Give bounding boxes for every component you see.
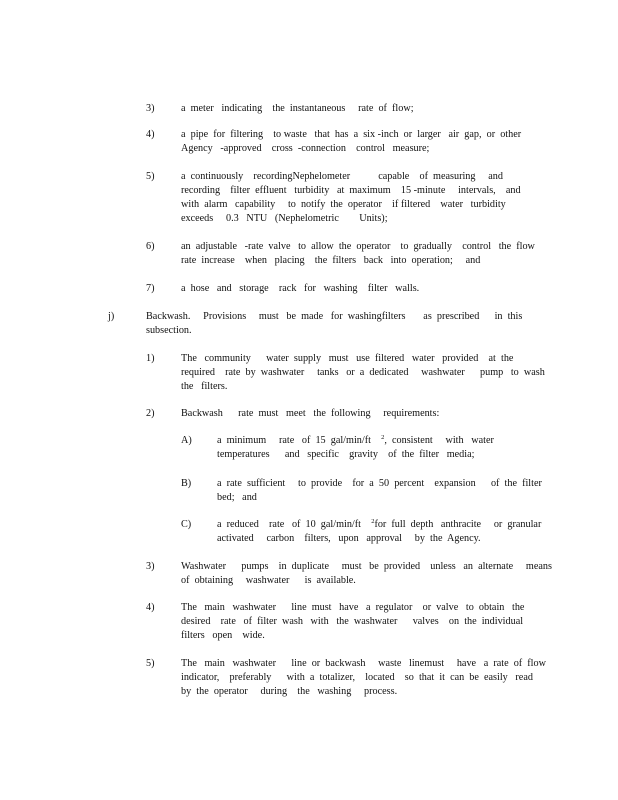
text-line: The community water supply must use filtered water provided at the — [181, 353, 514, 364]
text-line: rate increase when placing the filters back into operation; and — [181, 255, 481, 266]
item-text — [217, 518, 542, 546]
text-line: filters open wide. — [181, 630, 265, 641]
item-text — [217, 434, 539, 462]
item-number: 7) — [146, 283, 155, 294]
text-line: Washwater pumps in duplicate must be provided unless an alternate means — [181, 561, 552, 572]
text-line: the filters. — [181, 381, 228, 392]
text-line: indicator, preferably with a totalizer, located so that it can be easily read — [181, 672, 533, 683]
text-line: Agency -approved cross -connection control measure; — [181, 143, 430, 154]
item-number: 1) — [146, 353, 155, 364]
text-line: required rate by washwater tanks or a dedicated washwater pump to wash — [181, 367, 545, 378]
item-number: j) — [108, 311, 115, 322]
item-number: 3) — [146, 561, 155, 572]
item-number: 4) — [146, 602, 155, 613]
superscript: 2 — [381, 434, 385, 441]
text-segment: a minimum rate of 15 gal/min/ft — [217, 435, 382, 446]
text-segment: , consistent with water — [384, 435, 494, 446]
item-number: 4) — [146, 129, 155, 140]
text-line — [217, 434, 539, 448]
item-text — [181, 352, 545, 394]
text-line: a hose and storage rack for washing filter walls. — [181, 283, 420, 294]
item-number: A) — [181, 435, 192, 446]
text-segment: for full depth anthracite or granular — [374, 519, 542, 530]
text-line: a rate sufficient to provide for a 50 percent expansion of the filter — [217, 478, 542, 489]
item-text — [181, 657, 546, 699]
item-number: 6) — [146, 241, 155, 252]
item-text — [181, 282, 539, 296]
text-line: with alarm capability to notify the operator if filtered water turbidity — [181, 199, 506, 210]
item-number: 5) — [146, 658, 155, 669]
text-line: subsection. — [146, 325, 192, 336]
item-text — [181, 170, 539, 226]
text-line: a pipe for filtering to waste that has a six -inch or larger air gap, or other — [181, 129, 522, 140]
text-line: an adjustable -rate valve to allow the operator to gradually control the flow — [181, 241, 535, 252]
text-line: Backwash rate must meet the following requirements: — [181, 408, 440, 419]
text-line: bed; and — [217, 492, 257, 503]
text-line: Backwash. Provisions must be made for washingfilters as prescribed in this — [146, 311, 523, 322]
item-number: 5) — [146, 171, 155, 182]
text-line: exceeds 0.3 NTU (Nephelometric Units); — [181, 213, 388, 224]
item-text — [181, 102, 539, 116]
item-text — [181, 601, 539, 643]
text-line: recording filter effluent turbidity at maximum 15 -minute intervals, and — [181, 185, 521, 196]
item-number: B) — [181, 478, 192, 489]
text-line: activated carbon filters, upon approval by the Agency. — [217, 533, 481, 544]
superscript: 2 — [371, 518, 375, 525]
text-line: a continuously recordingNephelometer capable of measuring and — [181, 171, 503, 182]
text-line: temperatures and specific gravity of the filter media; — [217, 449, 475, 460]
text-segment: a reduced rate of 10 gal/min/ft — [217, 519, 372, 530]
item-number: 2) — [146, 408, 155, 419]
text-line: desired rate of filter wash with the washwater valves on the individual — [181, 616, 524, 627]
text-line: by the operator during the washing process. — [181, 686, 398, 697]
text-line: The main washwater line or backwash waste linemust have a rate of flow — [181, 658, 546, 669]
text-line — [217, 518, 542, 532]
item-number: 3) — [146, 103, 155, 114]
item-text — [181, 560, 552, 588]
item-text — [217, 477, 542, 505]
item-text — [181, 128, 539, 156]
item-text — [181, 240, 539, 268]
item-text — [181, 407, 539, 421]
text-line: of obtaining washwater is available. — [181, 575, 356, 586]
text-line: a meter indicating the instantaneous rate of flow; — [181, 103, 414, 114]
item-number: C) — [181, 519, 192, 530]
item-text — [146, 310, 539, 338]
text-line: The main washwater line must have a regulator or valve to obtain the — [181, 602, 525, 613]
